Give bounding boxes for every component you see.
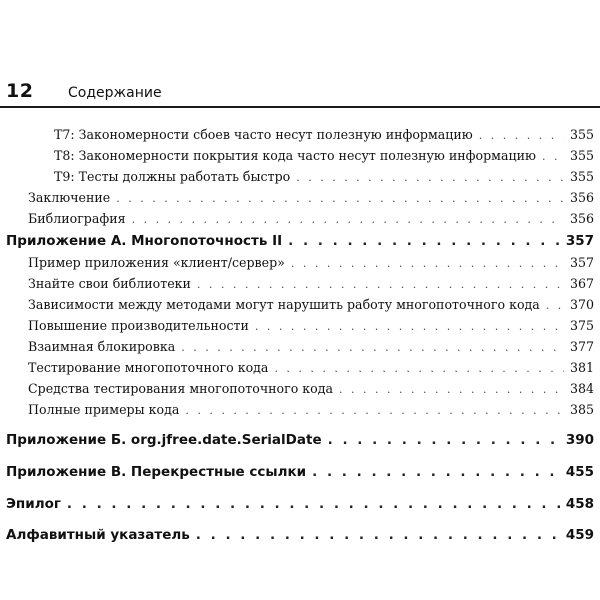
toc-chapter-page: 459 — [565, 527, 594, 543]
toc-entry-page: 384 — [569, 381, 594, 396]
toc-entry-page: 355 — [569, 148, 594, 163]
toc-entry-title: Взаимная блокировка — [28, 339, 176, 354]
toc-chapter[interactable] — [6, 464, 594, 480]
leader-dots — [479, 129, 564, 142]
toc-chapter-title: Приложение В. Перекрестные ссылки — [6, 464, 307, 480]
toc-chapter[interactable] — [6, 496, 594, 512]
leader-dots — [312, 464, 560, 480]
toc-entry-title: Знайте свои библиотеки — [28, 276, 191, 291]
page-number: 12 — [6, 80, 34, 102]
toc-entry-title: T7: Закономерности сбоев часто несут полезную информацию — [54, 127, 473, 142]
leader-dots — [288, 233, 560, 249]
toc-entry[interactable] — [28, 339, 594, 354]
toc-entry[interactable] — [28, 211, 594, 226]
leader-dots — [296, 171, 564, 184]
leader-dots — [67, 496, 560, 512]
toc-chapter[interactable] — [6, 432, 594, 448]
toc-chapter-title: Приложение Б. org.jfree.date.SerialDate — [6, 432, 322, 448]
toc-entry[interactable] — [28, 402, 594, 417]
toc-entry[interactable] — [54, 148, 594, 163]
toc-chapter-title: Приложение А. Многопоточность II — [6, 233, 283, 249]
toc-entry[interactable] — [54, 127, 594, 142]
toc-entry-page: 385 — [569, 402, 594, 417]
toc-entry-title: Полные примеры кода — [28, 402, 180, 417]
toc-chapter-title: Алфавитный указатель — [6, 527, 190, 543]
leader-dots — [546, 299, 564, 312]
toc-entry-title: Пример приложения «клиент/сервер» — [28, 255, 285, 270]
toc-entry[interactable] — [28, 381, 594, 396]
leader-dots — [181, 341, 564, 354]
leader-dots — [185, 404, 564, 417]
leader-dots — [339, 383, 564, 396]
header-rule — [0, 106, 600, 108]
toc-chapter-page: 390 — [565, 432, 594, 448]
running-head-title: Содержание — [68, 85, 162, 101]
toc-entry-page: 356 — [569, 211, 594, 226]
toc-chapter[interactable] — [6, 527, 594, 543]
toc-entry[interactable] — [28, 190, 594, 205]
toc-entry-title: Зависимости между методами могут нарушить работу многопоточного кода — [28, 297, 540, 312]
toc-entry[interactable] — [28, 318, 594, 333]
toc-entry-page: 370 — [569, 297, 594, 312]
leader-dots — [542, 150, 564, 163]
toc-entry[interactable] — [28, 276, 594, 291]
leader-dots — [274, 362, 564, 375]
toc-chapter-page: 455 — [565, 464, 594, 480]
toc-chapter-page: 357 — [565, 233, 594, 249]
toc-entry-page: 381 — [569, 360, 594, 375]
toc-chapter[interactable] — [6, 233, 594, 249]
leader-dots — [328, 432, 560, 448]
toc-entry-title: Заключение — [28, 190, 111, 205]
leader-dots — [196, 527, 560, 543]
leader-dots — [197, 278, 564, 291]
leader-dots — [255, 320, 564, 333]
toc-entry[interactable] — [28, 255, 594, 270]
page-header — [6, 80, 33, 102]
toc-entry-title: T8: Закономерности покрытия кода часто несут полезную информацию — [54, 148, 536, 163]
toc-entry[interactable] — [54, 169, 594, 184]
toc-entry-title: Средства тестирования многопоточного кода — [28, 381, 334, 396]
leader-dots — [132, 213, 564, 226]
toc-entry-page: 355 — [569, 127, 594, 142]
toc-chapter-title: Эпилог — [6, 496, 61, 512]
toc-entry-page: 377 — [569, 339, 594, 354]
toc-entry[interactable] — [28, 360, 594, 375]
toc-entry-title: Повышение производительности — [28, 318, 249, 333]
leader-dots — [116, 192, 564, 205]
toc-entry[interactable] — [28, 297, 594, 312]
toc-entry-page: 355 — [569, 169, 594, 184]
toc-entry-page: 375 — [569, 318, 594, 333]
toc-entry-title: Тестирование многопоточного кода — [28, 360, 269, 375]
toc-chapter-page: 458 — [565, 496, 594, 512]
leader-dots — [291, 257, 564, 270]
toc-entry-page: 367 — [569, 276, 594, 291]
toc-entry-title: Библиография — [28, 211, 126, 226]
toc-entry-page: 356 — [569, 190, 594, 205]
toc-entry-title: T9: Тесты должны работать быстро — [54, 169, 291, 184]
toc-entry-page: 357 — [569, 255, 594, 270]
